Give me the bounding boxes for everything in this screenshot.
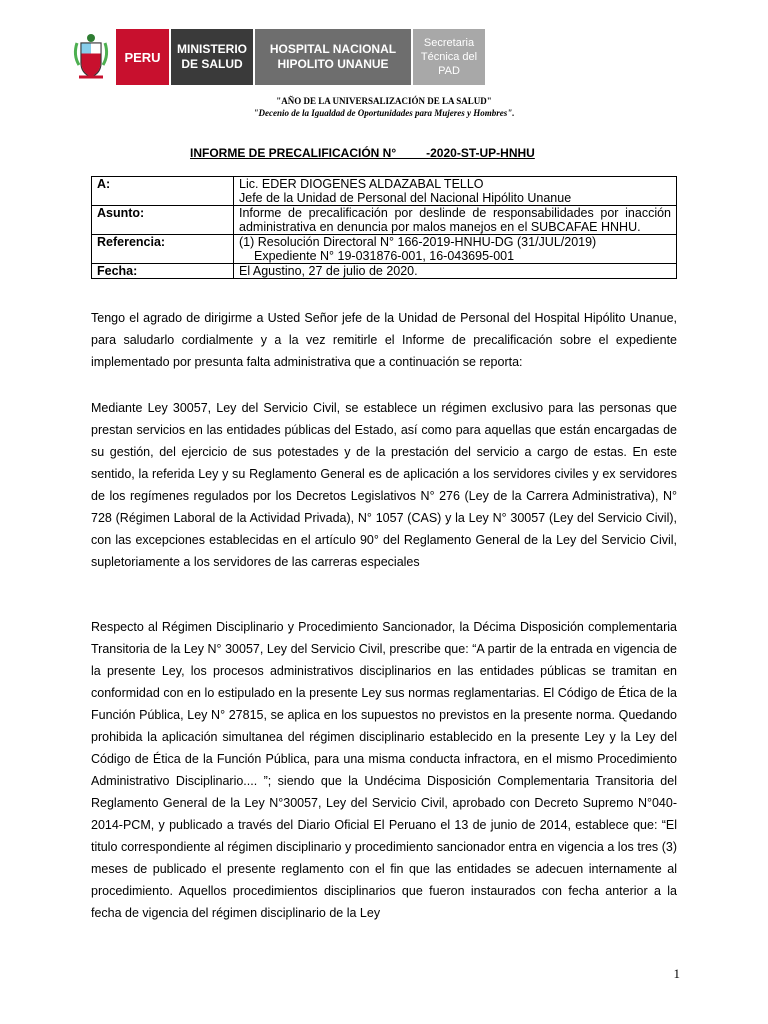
recipient-row <box>92 177 677 206</box>
secretariat-label: Secretaria Técnica del PAD <box>411 29 485 85</box>
intro-paragraph: Tengo el agrado de dirigirme a Usted Señor jefe de la Unidad de Personal del Hospital Hipólito Unanue, para saludarlo cordialmente y a la vez remitirle el Informe de precalificación sobre el expediente implementado por presunta falta administrativa que a continuación se reporta: <box>91 311 677 369</box>
recipient-name: Lic. EDER DIOGENES ALDAZABAL TELLO <box>239 177 484 191</box>
reference-row <box>92 235 677 264</box>
year-motto: "AÑO DE LA UNIVERSALIZACIÓN DE LA SALUD" <box>276 96 492 106</box>
recipient-value <box>234 177 677 206</box>
letterhead <box>66 29 485 85</box>
reference-file: Expediente N° 19-031876-001, 16-043695-001 <box>254 249 515 263</box>
subject-value: Informe de precalificación por deslinde de responsabilidades por inacción administrativa en denuncia por malos manejos en el SUBCAFAE HNHU. <box>234 206 677 235</box>
ministry-label: MINISTERIO DE SALUD <box>169 29 253 85</box>
reference-resolution: (1) Resolución Directoral N° 166-2019-HNHU-DG (31/JUL/2019) <box>239 235 597 249</box>
subject-label: Asunto: <box>92 206 234 235</box>
recipient-label: A: <box>92 177 234 206</box>
report-title: INFORME DE PRECALIFICACIÓN N° -2020-ST-UP-HNHU <box>190 146 535 160</box>
coat-of-arms-icon <box>66 29 116 85</box>
civil-service-law-paragraph: Mediante Ley 30057, Ley del Servicio Civil, se establece un régimen exclusivo para las personas que prestan servicios en las entidades públicas del Estado, así como para aquellas que están encargadas de su gestión, del ejercicio de sus potestades y de la prestación del servicio a cargo de estas. En este sentido, la referida Ley y su Reglamento General es de aplicación a los servidores civiles y ex servidores de los regímenes regulados por los Decretos Legislativos N° 276 (Ley de la Carrera Administrativa), N° 728 (Régimen Laboral de la Actividad Privada), N° 1057 (CAS) y la Ley N° 30057 (Ley del Servicio Civil), con las excepciones establecidas en el artículo 90° del Reglamento General de la Ley del Servicio Civil, supletoriamente a los servidores de las carreras especiales <box>91 401 677 569</box>
disciplinary-regime-paragraph: Respecto al Régimen Disciplinario y Procedimiento Sancionador, la Décima Disposición complementaria Transitoria de la Ley N° 30057, Ley del Servicio Civil, prescribe que: “A partir de la entrada en vigencia de la presente Ley, los procesos administrativos disciplinarios en las entidades públicas se tramitan en conformidad con en lo estipulado en la presente Ley sus normas reglamentarias. El Código de Ética de la Función Pública, Ley N° 27815, se aplica en los supuestos no previstos en la presente norma. Quedando prohibida la aplicación simultanea del régimen disciplinario establecido en la presente Ley y la Ley del Código de Ética de la Función Pública, para una misma conducta infractora, en el mismo Procedimiento Administrativo Disciplinario.... ”; siendo que la Undécima Disposición Complementaria Transitoria del Reglamento General de la Ley N°30057, Ley del Servicio Civil, aprobado con Decreto Supremo N°040-2014-PCM, y publicado a través del Diario Oficial El Peruano el 13 de junio de 2014, establece que: “El titulo correspondiente al régimen disciplinario y procedimiento sancionador entra en vigencia a los tres (3) meses de publicado el presente reglamento con el fin que las entidades se adecuen internamente al procedimiento. Aquellos procedimientos disciplinarios que fueron instaurados con fecha anterior a la fecha de vigencia del régimen disciplinario de la Ley <box>91 620 677 920</box>
reference-value <box>234 235 677 264</box>
hospital-label: HOSPITAL NACIONAL HIPOLITO UNANUE <box>253 29 411 85</box>
decade-motto: "Decenio de la Igualdad de Oportunidades para Mujeres y Hombres". <box>253 108 515 118</box>
date-value: El Agustino, 27 de julio de 2020. <box>234 264 677 279</box>
date-label: Fecha: <box>92 264 234 279</box>
reference-label: Referencia: <box>92 235 234 264</box>
recipient-position: Jefe de la Unidad de Personal del Nacional Hipólito Unanue <box>239 191 572 205</box>
date-row <box>92 264 677 279</box>
page-number: 1 <box>673 966 680 981</box>
peru-label: PERU <box>116 29 169 85</box>
subject-row <box>92 206 677 235</box>
report-info-table <box>91 176 677 279</box>
